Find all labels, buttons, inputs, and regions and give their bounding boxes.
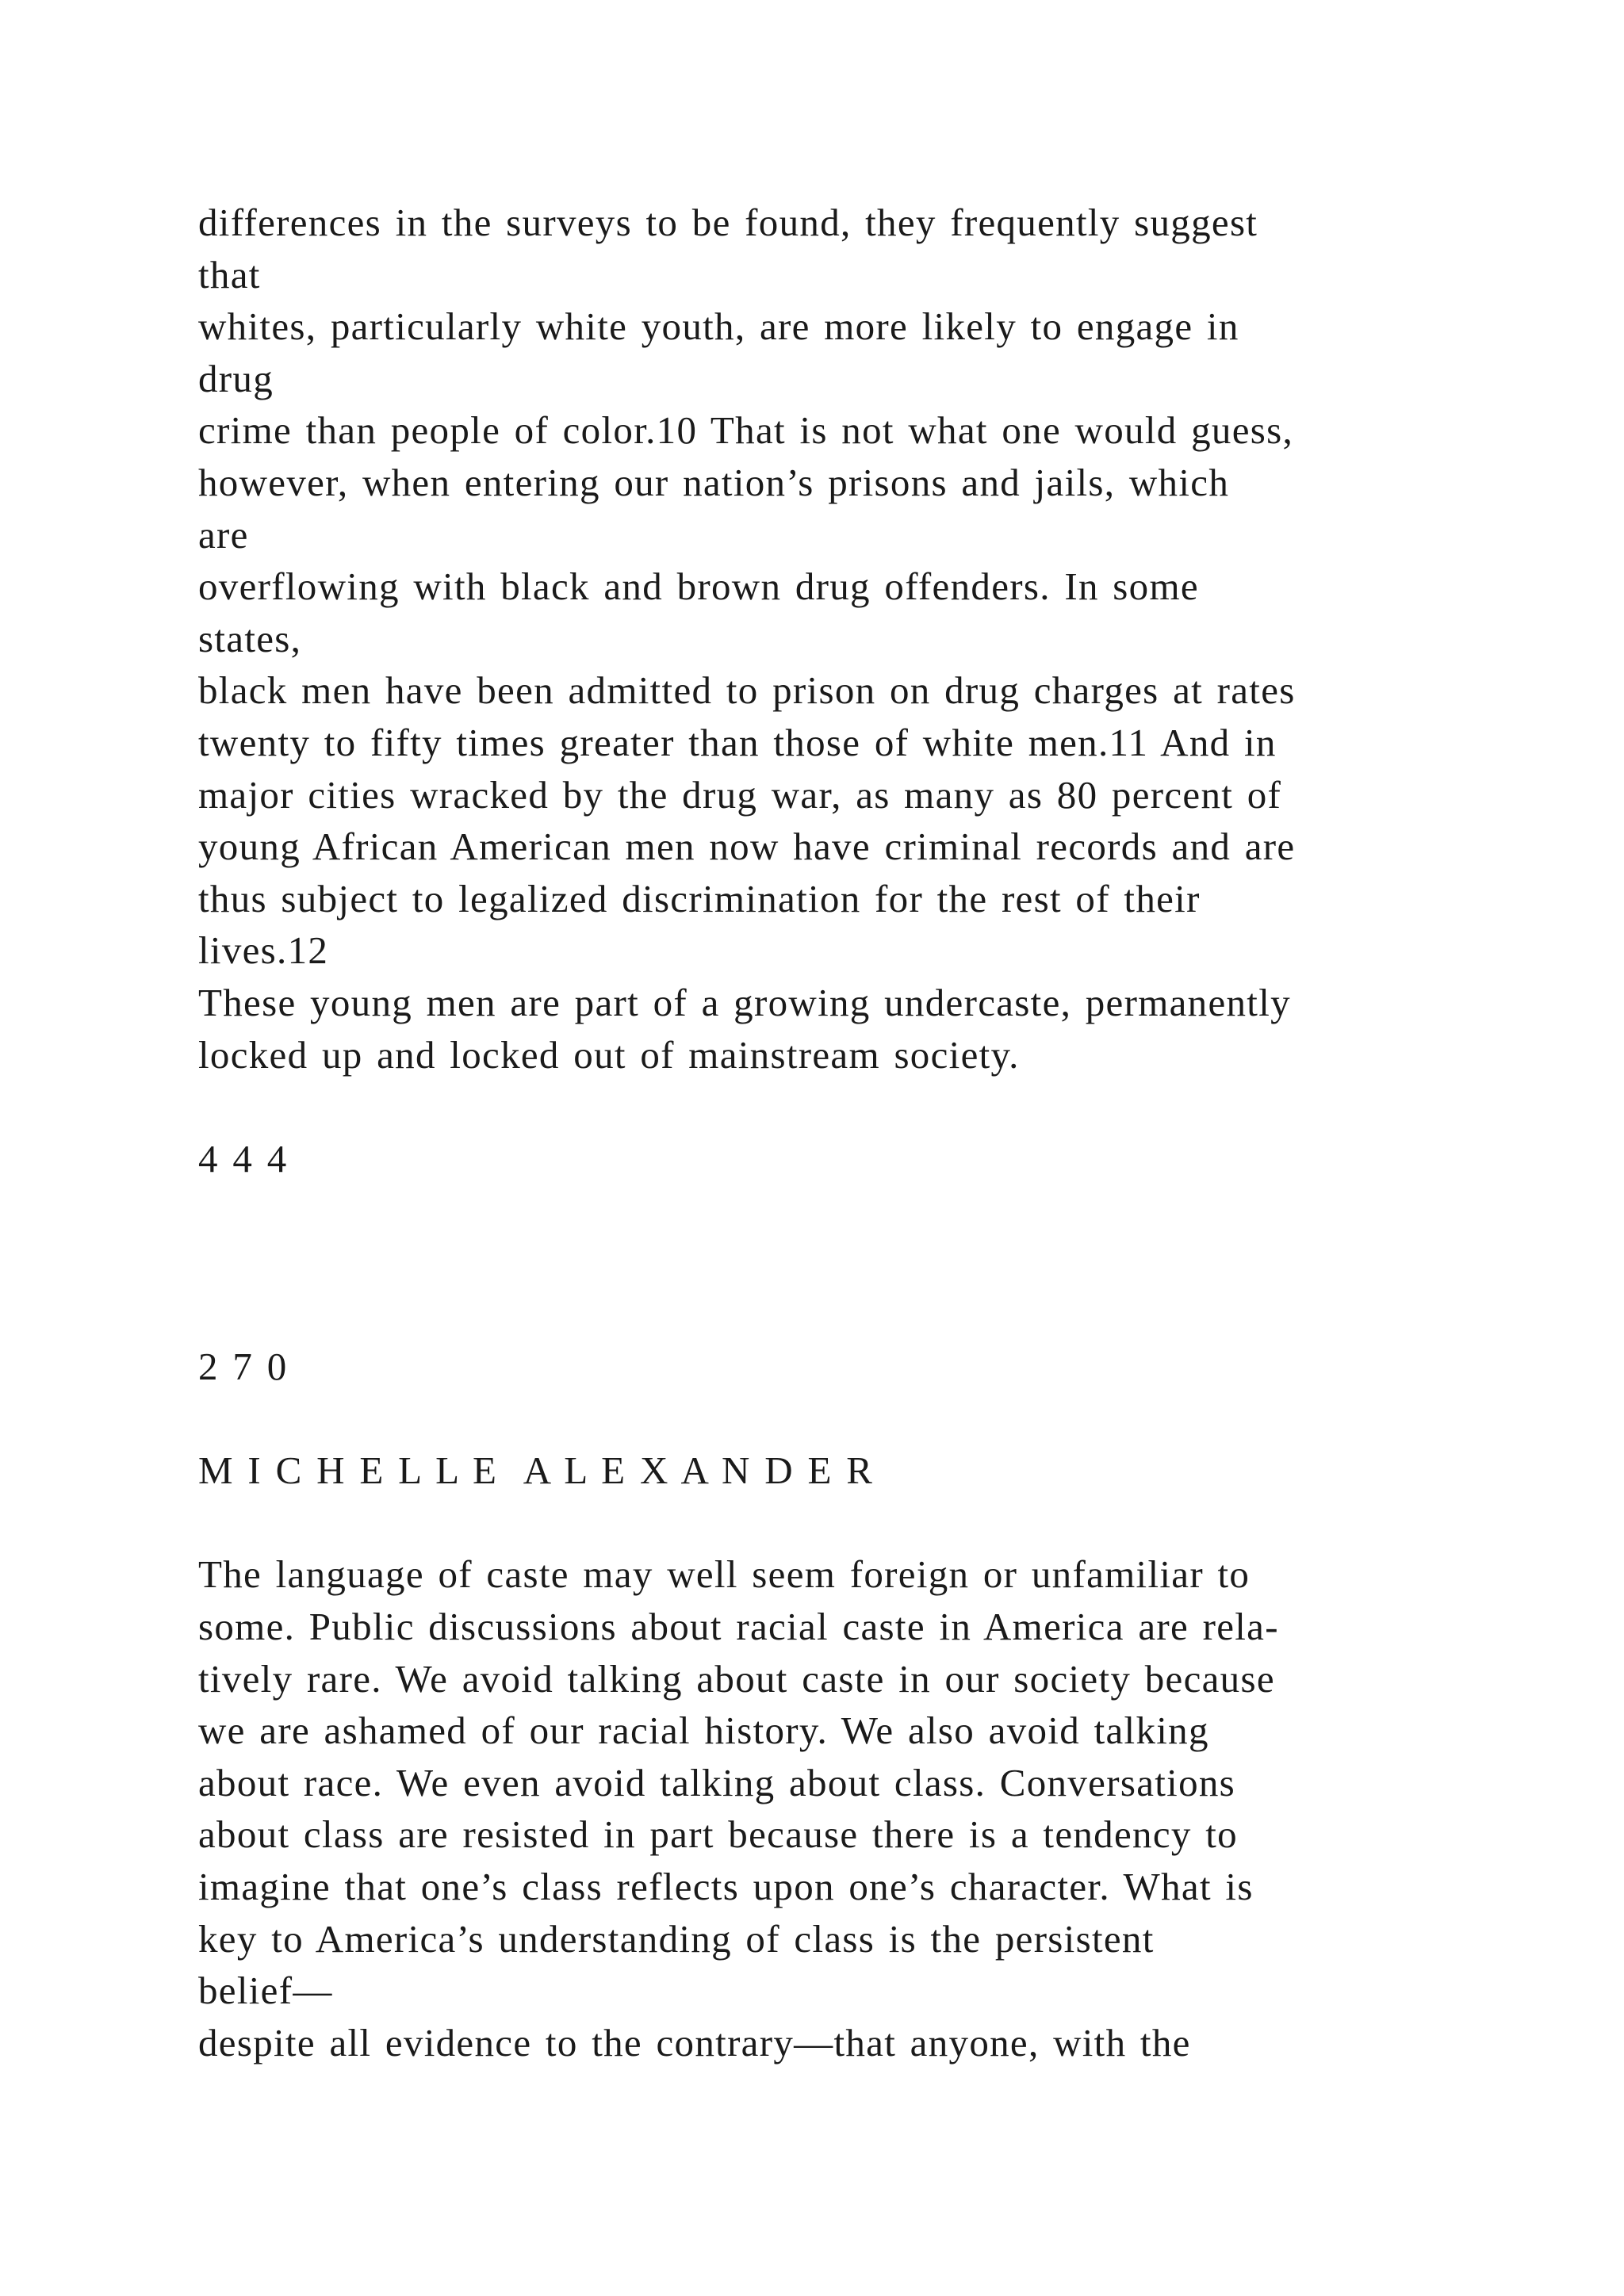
text-line: states, — [198, 616, 302, 660]
text-line: overflowing with black and brown drug offenders. In some — [198, 564, 1199, 609]
text-line: drug — [198, 356, 274, 400]
text-line: that — [198, 252, 261, 297]
text-line: key to America’s understanding of class is the persistent — [198, 1916, 1155, 1961]
text-line: we are ashamed of our racial history. We also avoid talking — [198, 1709, 1209, 1753]
text-line: about class are resisted in part because there is a tendency to — [198, 1812, 1238, 1857]
document-page — [198, 197, 1546, 2068]
text-line: despite all evidence to the contrary—that anyone, with the — [198, 2020, 1191, 2064]
text-line: imagine that one’s class reflects upon one’s character. What is — [198, 1865, 1254, 1908]
blank-line — [198, 1288, 1546, 1341]
text-line: about race. We even avoid talking about class. Conversations — [198, 1760, 1236, 1804]
text-line: some. Public discussions about racial caste in America are rela- — [198, 1605, 1279, 1649]
text-line: lives.12 — [198, 928, 329, 973]
text-line: however, when entering our nation’s prisons and jails, which — [198, 460, 1230, 504]
text-line: locked up and locked out of mainstream society. — [198, 1032, 1020, 1077]
text-line: twenty to fifty times greater than those of white men.11 And in — [198, 720, 1277, 764]
blank-line — [198, 1237, 1546, 1289]
text-line: The language of caste may well seem foreign or unfamiliar to — [198, 1552, 1251, 1597]
blank-line — [198, 1081, 1546, 1133]
blank-line — [198, 1184, 1546, 1237]
text-line: belief— — [198, 1969, 333, 2013]
text-line: are — [198, 512, 249, 557]
blank-line — [198, 1393, 1546, 1445]
page-number: 2 7 0 — [198, 1345, 288, 1389]
text-line: crime than people of color.10 That is not what one would guess, — [198, 408, 1294, 453]
text-line: thus subject to legalized discrimination for the rest of their — [198, 876, 1201, 920]
blank-line — [198, 1497, 1546, 1549]
text-line: differences in the surveys to be found, they frequently suggest — [198, 201, 1258, 244]
text-line: These young men are part of a growing undercaste, permanently — [198, 980, 1291, 1024]
paragraph-language-of-caste — [198, 1548, 1546, 2068]
text-line: tively rare. We avoid talking about caste in our society because — [198, 1656, 1275, 1701]
paragraph-drug-crime — [198, 197, 1546, 1081]
text-line: black men have been admitted to prison on drug charges at rates — [198, 668, 1296, 713]
text-line: young African American men now have criminal records and are — [198, 825, 1296, 869]
page-marker: 4 4 4 — [198, 1136, 288, 1181]
text-line: whites, particularly white youth, are more likely to engage in — [198, 304, 1239, 349]
text-line: major cities wracked by the drug war, as many as 80 percent of — [198, 772, 1282, 817]
running-head-author: M I C H E L L E A L E X A N D E R — [198, 1448, 874, 1493]
